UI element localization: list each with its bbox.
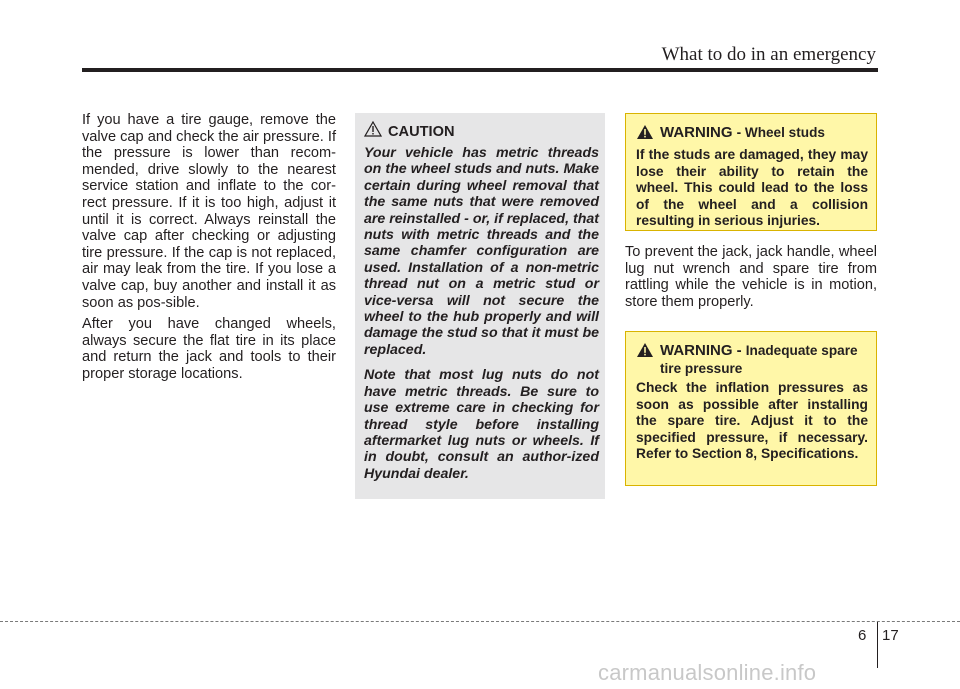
footer-rule [0, 621, 960, 622]
warning-triangle-icon [636, 342, 654, 363]
warning-subtitle: - Wheel studs [736, 125, 825, 140]
warning-label: WARNING - [660, 342, 742, 359]
chapter-title: What to do in an emergency [661, 44, 876, 65]
caution-box [355, 113, 605, 499]
watermark: carmanualsonline.info [598, 660, 817, 685]
caution-paragraph: Your vehicle has metric threads on the wheel studs and nuts. Make certain during wheel removal that the same nuts that were removed are reinstalled - or, if replaced, that nuts with metric threads and the same chamfer configuration are used. Installation of a non-metric thread nut on a metric stud or vice-versa will not secure the wheel to the hub properly and will damage the stud so that it must be replaced. [364, 145, 599, 358]
caution-title: CAUTION [388, 123, 455, 140]
paragraph: If you have a tire gauge, remove the valve cap and check the air pressure. If the pressure is lower than recom-mended, drive slowly to the nearest service station and inflate to the cor-rect pressure. If it is too high, adjust it until it is correct. Always reinstall the valve cap after checking or adjusting tire pressure. If the cap is not replaced, air may leak from the tire. If you lose a valve cap, buy another and install it as soon as pos-sible. [82, 112, 336, 311]
paragraph: After you have changed wheels, always secure the flat tire in its place and return the jack and tools to their proper storage locations. [82, 316, 336, 382]
warning-subtitle: Inadequate spare tire pressure [660, 343, 858, 376]
chapter-number: 6 [858, 627, 867, 644]
storage-text: To prevent the jack, jack handle, wheel lug nut wrench and spare tire from rattling while the vehicle is in motion, store them properly. [625, 244, 877, 310]
warning-label: WARNING [660, 124, 733, 141]
page-number: 17 [882, 627, 899, 644]
warning-box-spare-tire [625, 331, 877, 486]
caution-paragraph: Note that most lug nuts do not have metric threads. Be sure to use extreme care in checking for thread style before installing aftermarket lug nuts or wheels. If in doubt, consult an author-ized Hyundai dealer. [364, 367, 599, 482]
header-rule [82, 68, 878, 72]
warning-box-wheel-studs [625, 113, 877, 231]
warning-triangle-icon [636, 124, 654, 145]
caution-triangle-icon [364, 121, 382, 142]
tire-pressure-text [82, 112, 336, 388]
page-number-divider [877, 622, 878, 668]
warning-body: If the studs are damaged, they may lose their ability to retain the wheel. This could lead to the loss of the wheel and a collision resulting in serious injuries. [636, 147, 868, 229]
warning-body: Check the inflation pressures as soon as possible after installing the spare tire. Adjust it to the specified pressure, if necessary. Refer to Section 8, Specifications. [636, 380, 868, 462]
